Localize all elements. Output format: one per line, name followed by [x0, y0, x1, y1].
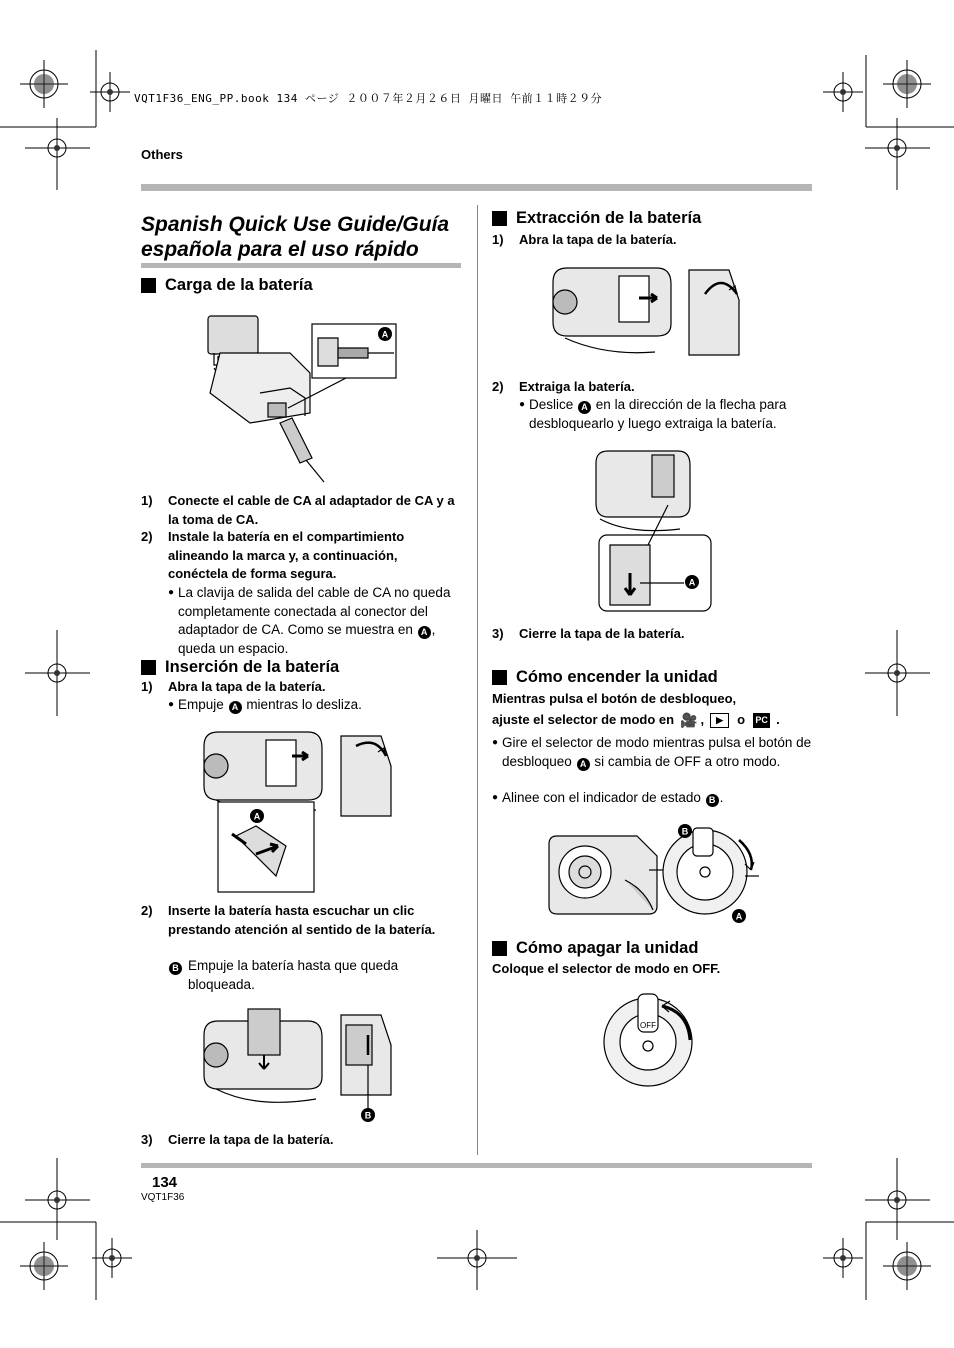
charging-step-1 [141, 492, 456, 529]
power-on-bullet-2 [492, 789, 812, 808]
heading-extraction-text: Extracción de la batería [516, 209, 702, 227]
doc-code: VQT1F36 [141, 1192, 185, 1203]
marker-b-icon: B [169, 962, 182, 975]
heading-square-icon [492, 670, 507, 685]
marker-a: A [381, 329, 389, 340]
step-text: Abra la tapa de la batería. [168, 679, 326, 694]
bullet-icon: ● [168, 699, 175, 710]
bullet-icon: ● [519, 399, 526, 410]
step-text: Inserte la batería hasta escuchar un clic prestando atención al sentido de la batería. [168, 903, 436, 937]
step-text: Extraiga la batería. [519, 379, 635, 394]
title-rule [141, 263, 461, 268]
off-label: OFF [640, 1021, 656, 1030]
section-label: Others [141, 147, 183, 162]
charging-step-2 [141, 528, 456, 584]
marker-b: B [681, 826, 689, 837]
step-text: Cierre la tapa de la batería. [519, 626, 685, 641]
extraction-open-cover-illustration [547, 264, 752, 364]
step-text: Instale la batería en el compartimiento alineando la marca y, a continuación, conéctela de forma segura. [168, 529, 405, 581]
step-number: 1) [141, 679, 153, 694]
heading-insertion-text: Inserción de la batería [165, 658, 340, 676]
insert-battery-illustration [196, 1005, 401, 1127]
step-number: 1) [492, 232, 504, 247]
bullet-text: Gire el selector de modo mientras pulsa el botón de desbloqueo A si cambia de OFF a otro modo. [502, 735, 812, 769]
extraction-step-1 [492, 231, 812, 250]
movie-mode-icon: 🎥 [680, 712, 698, 728]
extraction-slide-latch-illustration [590, 445, 715, 615]
mode-dial-illustration [545, 820, 767, 926]
heading-charging [141, 276, 313, 295]
insertion-step-2 [141, 902, 456, 939]
separator: . [776, 712, 780, 727]
heading-square-icon [141, 660, 156, 675]
step-text: Cierre la tapa de la batería. [168, 1132, 334, 1147]
extraction-bullet [519, 396, 814, 433]
power-off-dial-illustration [600, 990, 702, 1090]
marker-a-icon: A [577, 758, 590, 771]
bullet-text: Deslice A en la dirección de la flecha para desbloquearlo y luego extraiga la batería. [529, 397, 787, 431]
separator: o [737, 712, 746, 727]
open-cover-illustration [196, 726, 401, 894]
extraction-step-2 [492, 378, 812, 397]
instruction-text: ajuste el selector de modo en [492, 712, 675, 727]
heading-square-icon [141, 278, 156, 293]
step-number: 1) [141, 493, 153, 508]
step-text: Abra la tapa de la batería. [519, 232, 677, 247]
charger-illustration [200, 308, 400, 488]
heading-power-off [492, 939, 698, 958]
bottom-rule [141, 1163, 812, 1168]
heading-square-icon [492, 941, 507, 956]
bullet-text: Empuje A mientras lo desliza. [178, 697, 362, 712]
step-number: 3) [492, 626, 504, 641]
marker-a-icon: A [578, 401, 591, 414]
bullet-text: La clavija de salida del cable de CA no queda completamente conectada al conector del adaptador de CA. Como se muestra en A , queda un espacio. [178, 585, 451, 656]
marker-a: A [688, 577, 696, 588]
marker-a: A [253, 811, 261, 822]
column-divider [477, 205, 478, 1155]
marker-b: B [364, 1110, 372, 1121]
play-mode-icon: ▶ [710, 713, 729, 728]
step-number: 2) [141, 903, 153, 918]
heading-square-icon [492, 211, 507, 226]
top-rule [141, 184, 812, 191]
heading-charging-text: Carga de la batería [165, 276, 313, 294]
step-number: 3) [141, 1132, 153, 1147]
heading-power-off-text: Cómo apagar la unidad [516, 939, 699, 957]
power-on-bullet-1 [492, 734, 812, 771]
heading-power-on-text: Cómo encender la unidad [516, 668, 718, 686]
note-text: Empuje la batería hasta que queda bloqueada. [188, 958, 399, 992]
insertion-note-b [168, 957, 458, 994]
bullet-icon: ● [492, 792, 499, 803]
marker-a: A [735, 911, 743, 922]
bullet-text: Alinee con el indicador de estado B . [502, 790, 724, 805]
power-off-instruction: Coloque el selector de modo en OFF. [492, 961, 721, 976]
extraction-step-3 [492, 625, 812, 644]
page-title: Spanish Quick Use Guide/Guía española para el uso rápido [141, 213, 450, 261]
heading-extraction [492, 209, 701, 228]
step-number: 2) [141, 529, 153, 544]
insertion-step-1 [141, 678, 456, 697]
marker-a-icon: A [229, 701, 242, 714]
charging-bullet [168, 584, 458, 658]
insertion-bullet [168, 696, 458, 715]
step-number: 2) [492, 379, 504, 394]
pc-mode-icon: PC [753, 713, 770, 728]
heading-power-on [492, 668, 718, 687]
marker-a-icon: A [418, 626, 431, 639]
power-on-instruction-line2 [492, 711, 812, 730]
power-on-instruction-line1: Mientras pulsa el botón de desbloqueo, [492, 691, 737, 706]
insertion-step-3 [141, 1131, 456, 1150]
marker-b-icon: B [706, 794, 719, 807]
bullet-icon: ● [492, 737, 499, 748]
separator: , [700, 712, 705, 727]
page-number: 134 [152, 1174, 178, 1191]
step-text: Conecte el cable de CA al adaptador de CA y a la toma de CA. [168, 493, 455, 527]
bullet-icon: ● [168, 587, 175, 598]
heading-insertion [141, 658, 339, 677]
file-info-header: VQT1F36_ENG_PP.book 134 ページ ２００７年２月２６日 月曜日 午前１１時２９分 [134, 92, 603, 105]
